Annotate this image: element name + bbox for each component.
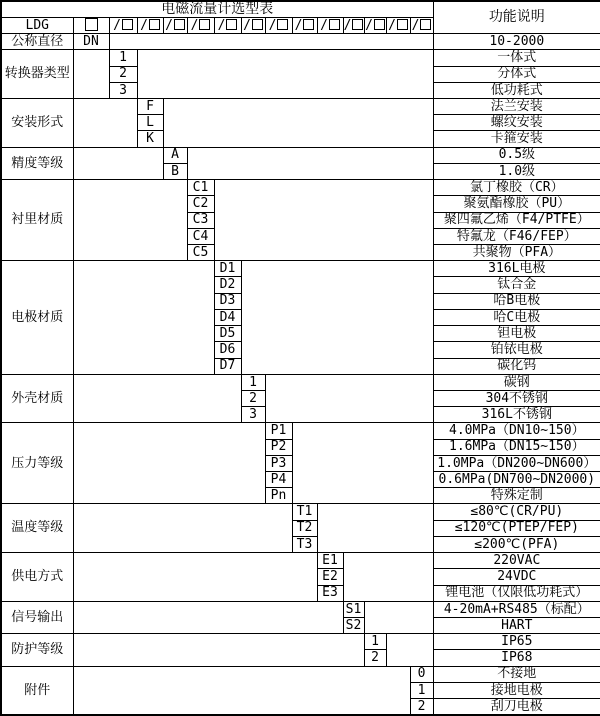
code-cell-electrode-material-D3: D3 xyxy=(214,293,241,309)
spacer-cell xyxy=(386,634,433,666)
function-cell-accuracy-class-B: 1.0级 xyxy=(433,163,600,179)
slash-icon: / xyxy=(343,17,352,33)
slash-icon: / xyxy=(217,17,226,33)
function-cell-pressure-class-P3: 1.0MPa（DN200~DN600） xyxy=(433,455,600,471)
function-cell-temperature-class-T2: ≤120℃(PTEP/FEP) xyxy=(433,520,600,536)
category-label-protection-class: 防护等级 xyxy=(1,634,73,666)
model-box-icon xyxy=(85,18,98,31)
function-cell-electrode-material-D1: 316L电极 xyxy=(433,261,600,277)
slash-icon: / xyxy=(165,17,173,33)
category-label-converter-type: 转换器类型 xyxy=(1,50,73,99)
option-box-icon xyxy=(277,19,288,30)
function-cell-liner-material-C3: 聚四氟乙烯（F4/PTFE） xyxy=(433,212,600,228)
code-cell-power-supply-E3: E3 xyxy=(317,585,343,601)
function-cell-signal-output-S2: HART xyxy=(433,618,600,634)
function-cell-signal-output-S1: 4-20mA+RS485（标配） xyxy=(433,601,600,617)
slash-icon: / xyxy=(388,17,396,33)
slash-icon: / xyxy=(411,17,420,33)
code-cell-pressure-class-P1: P1 xyxy=(265,423,292,439)
option-box-cell xyxy=(410,17,433,33)
code-cell-electrode-material-D4: D4 xyxy=(214,309,241,325)
function-column-header: 功能说明 xyxy=(433,1,600,34)
spacer-cell xyxy=(317,504,433,553)
function-cell-converter-type-2: 分体式 xyxy=(433,66,600,82)
category-label-housing-material: 外壳材质 xyxy=(1,374,73,423)
code-cell-accuracy-class-A: A xyxy=(163,147,187,163)
slash-icon: / xyxy=(113,17,121,33)
option-box-icon xyxy=(252,19,263,30)
function-cell-housing-material-2: 304不锈钢 xyxy=(433,390,600,406)
function-cell-accessories-1: 接地电极 xyxy=(433,682,600,698)
function-cell-temperature-class-T1: ≤80℃(CR/PU) xyxy=(433,504,600,520)
function-cell-protection-class-1: IP65 xyxy=(433,634,600,650)
function-cell-liner-material-C2: 聚氨酯橡胶（PU） xyxy=(433,196,600,212)
category-label-nominal-diameter: 公称直径 xyxy=(1,34,73,50)
category-label-accuracy-class: 精度等级 xyxy=(1,147,73,179)
function-cell-power-supply-E3: 锂电池（仅限低功耗式） xyxy=(433,585,600,601)
code-cell-pressure-class-Pn: Pn xyxy=(265,488,292,504)
slash-icon: / xyxy=(190,17,199,33)
spacer-cell xyxy=(343,553,433,602)
function-cell-converter-type-3: 低功耗式 xyxy=(433,82,600,98)
function-cell-liner-material-C4: 特氟龙（F46/FEP） xyxy=(433,228,600,244)
function-cell-accuracy-class-A: 0.5级 xyxy=(433,147,600,163)
slash-icon: / xyxy=(243,17,251,33)
code-cell-liner-material-C4: C4 xyxy=(187,228,214,244)
spacer-cell xyxy=(109,34,433,50)
function-cell-install-type-L: 螺纹安装 xyxy=(433,115,600,131)
code-cell-install-type-F: F xyxy=(137,99,163,115)
function-cell-install-type-F: 法兰安装 xyxy=(433,99,600,115)
function-cell-electrode-material-D7: 碳化钨 xyxy=(433,358,600,374)
option-box-cell xyxy=(317,17,343,33)
code-cell-electrode-material-D5: D5 xyxy=(214,326,241,342)
spacer-cell xyxy=(73,666,410,715)
option-box-icon xyxy=(420,19,431,30)
category-label-power-supply: 供电方式 xyxy=(1,553,73,602)
spacer-cell xyxy=(73,180,187,261)
option-box-icon xyxy=(122,19,133,30)
category-label-pressure-class: 压力等级 xyxy=(1,423,73,504)
code-cell-electrode-material-D7: D7 xyxy=(214,358,241,374)
option-box-icon xyxy=(149,19,160,30)
code-cell-electrode-material-D2: D2 xyxy=(214,277,241,293)
option-box-cell xyxy=(163,17,187,33)
code-cell-converter-type-3: 3 xyxy=(109,82,137,98)
function-cell-electrode-material-D6: 铂铱电极 xyxy=(433,342,600,358)
code-cell-power-supply-E2: E2 xyxy=(317,569,343,585)
function-cell-housing-material-3: 316L不锈钢 xyxy=(433,407,600,423)
spacer-cell xyxy=(241,261,433,375)
option-box-cell xyxy=(109,17,137,33)
code-cell-install-type-L: L xyxy=(137,115,163,131)
code-cell-electrode-material-D6: D6 xyxy=(214,342,241,358)
code-cell-pressure-class-P3: P3 xyxy=(265,455,292,471)
spacer-cell xyxy=(73,50,109,99)
spacer-cell xyxy=(187,147,433,179)
option-box-cell xyxy=(265,17,292,33)
function-cell-power-supply-E2: 24VDC xyxy=(433,569,600,585)
code-cell-temperature-class-T3: T3 xyxy=(292,536,317,552)
spacer-cell xyxy=(292,423,433,504)
option-box-cell xyxy=(386,17,410,33)
code-cell-protection-class-2: 2 xyxy=(364,650,386,666)
slash-icon: / xyxy=(320,17,328,33)
category-label-temperature-class: 温度等级 xyxy=(1,504,73,553)
code-cell-converter-type-1: 1 xyxy=(109,50,137,66)
option-box-icon xyxy=(199,19,210,30)
model-box-cell xyxy=(73,17,109,33)
code-cell-converter-type-2: 2 xyxy=(109,66,137,82)
option-box-icon xyxy=(329,19,340,30)
spacer-cell xyxy=(73,553,317,602)
function-cell-dn: 10-2000 xyxy=(433,34,600,50)
spacer-cell xyxy=(73,601,343,633)
option-box-cell xyxy=(364,17,386,33)
option-box-cell xyxy=(292,17,317,33)
option-box-icon xyxy=(374,19,385,30)
spacer-cell xyxy=(214,180,433,261)
spacer-cell xyxy=(73,147,163,179)
function-cell-electrode-material-D2: 钛合金 xyxy=(433,277,600,293)
code-cell-accessories-2: 2 xyxy=(410,699,433,715)
spacer-cell xyxy=(73,261,214,375)
code-cell-electrode-material-D1: D1 xyxy=(214,261,241,277)
spacer-cell xyxy=(73,634,364,666)
option-box-cell xyxy=(241,17,265,33)
code-cell-housing-material-3: 3 xyxy=(241,407,265,423)
code-cell-dn: DN xyxy=(73,34,109,50)
code-cell-liner-material-C3: C3 xyxy=(187,212,214,228)
code-cell-temperature-class-T2: T2 xyxy=(292,520,317,536)
code-cell-pressure-class-P2: P2 xyxy=(265,439,292,455)
slash-icon: / xyxy=(365,17,373,33)
spacer-cell xyxy=(265,374,433,423)
function-cell-electrode-material-D5: 钽电极 xyxy=(433,326,600,342)
code-cell-protection-class-1: 1 xyxy=(364,634,386,650)
spacer-cell xyxy=(73,423,265,504)
function-cell-temperature-class-T3: ≤200℃(PFA) xyxy=(433,536,600,552)
function-cell-accessories-0: 不接地 xyxy=(433,666,600,682)
function-cell-accessories-2: 刮刀电极 xyxy=(433,699,600,715)
function-cell-power-supply-E1: 220VAC xyxy=(433,553,600,569)
option-box-cell xyxy=(214,17,241,33)
option-box-cell xyxy=(187,17,214,33)
code-cell-liner-material-C5: C5 xyxy=(187,244,214,260)
slash-icon: / xyxy=(268,17,277,33)
spacer-cell xyxy=(137,50,433,99)
spacer-cell xyxy=(364,601,433,633)
function-cell-pressure-class-P2: 1.6MPa（DN15~150） xyxy=(433,439,600,455)
slash-icon: / xyxy=(140,17,148,33)
category-label-signal-output: 信号输出 xyxy=(1,601,73,633)
function-cell-liner-material-C5: 共聚物（PFA） xyxy=(433,244,600,260)
function-cell-pressure-class-Pn: 特殊定制 xyxy=(433,488,600,504)
spacer-cell xyxy=(163,99,433,148)
category-label-accessories: 附件 xyxy=(1,666,73,715)
spacer-cell xyxy=(73,374,241,423)
function-cell-pressure-class-P1: 4.0MPa（DN10~150） xyxy=(433,423,600,439)
code-cell-install-type-K: K xyxy=(137,131,163,147)
table-title: 电磁流量计选型表 xyxy=(1,1,433,17)
code-cell-accessories-0: 0 xyxy=(410,666,433,682)
category-label-electrode-material: 电极材质 xyxy=(1,261,73,375)
code-cell-pressure-class-P4: P4 xyxy=(265,472,292,488)
code-cell-liner-material-C2: C2 xyxy=(187,196,214,212)
code-cell-signal-output-S1: S1 xyxy=(343,601,364,617)
code-cell-housing-material-1: 1 xyxy=(241,374,265,390)
function-cell-electrode-material-D4: 哈C电极 xyxy=(433,309,600,325)
option-box-icon xyxy=(352,19,363,30)
model-prefix: LDG xyxy=(1,17,73,33)
function-cell-install-type-K: 卡箍安装 xyxy=(433,131,600,147)
category-label-liner-material: 衬里材质 xyxy=(1,180,73,261)
code-cell-housing-material-2: 2 xyxy=(241,390,265,406)
spacer-cell xyxy=(73,99,137,148)
function-cell-housing-material-1: 碳钢 xyxy=(433,374,600,390)
code-cell-signal-output-S2: S2 xyxy=(343,618,364,634)
function-cell-electrode-material-D3: 哈B电极 xyxy=(433,293,600,309)
code-cell-accessories-1: 1 xyxy=(410,682,433,698)
code-cell-power-supply-E1: E1 xyxy=(317,553,343,569)
slash-icon: / xyxy=(294,17,303,33)
option-box-icon xyxy=(397,19,408,30)
function-cell-protection-class-2: IP68 xyxy=(433,650,600,666)
code-cell-accuracy-class-B: B xyxy=(163,163,187,179)
code-cell-temperature-class-T1: T1 xyxy=(292,504,317,520)
option-box-cell xyxy=(343,17,364,33)
spacer-cell xyxy=(73,504,292,553)
code-cell-liner-material-C1: C1 xyxy=(187,180,214,196)
function-cell-converter-type-1: 一体式 xyxy=(433,50,600,66)
option-box-cell xyxy=(137,17,163,33)
category-label-install-type: 安装形式 xyxy=(1,99,73,148)
option-box-icon xyxy=(174,19,185,30)
function-cell-liner-material-C1: 氯丁橡胶（CR） xyxy=(433,180,600,196)
option-box-icon xyxy=(303,19,314,30)
function-cell-pressure-class-P4: 0.6MPa(DN700~DN2000) xyxy=(433,472,600,488)
option-box-icon xyxy=(226,19,237,30)
